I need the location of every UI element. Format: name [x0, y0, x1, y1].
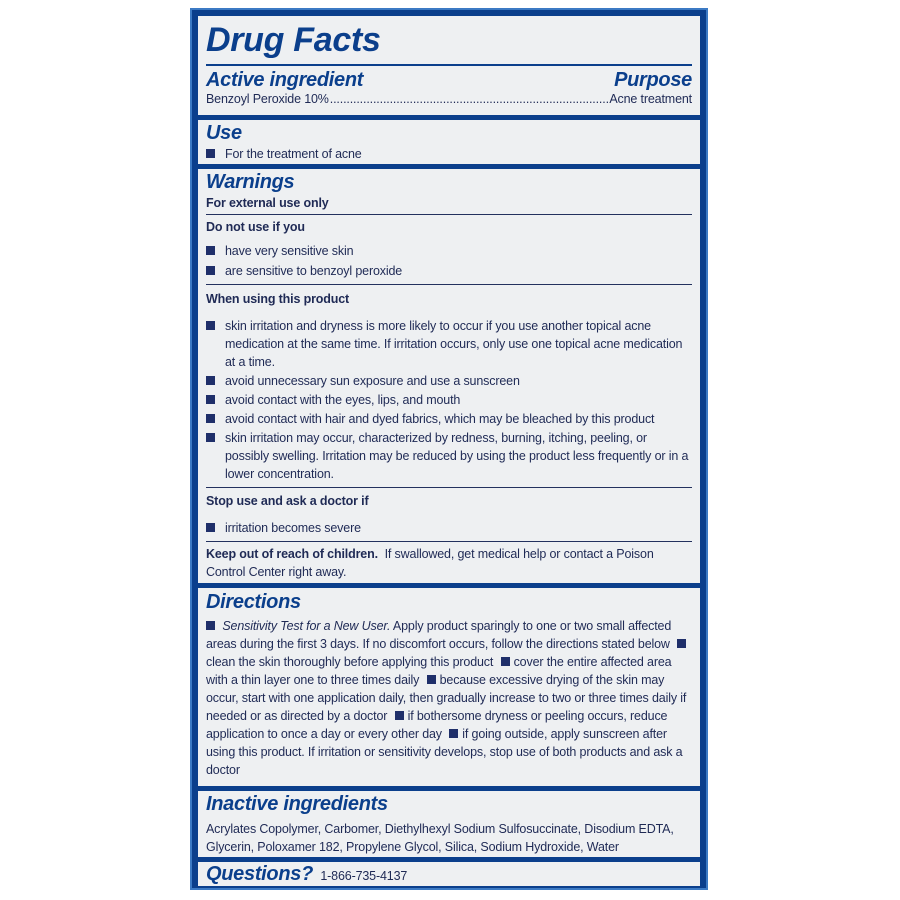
bullet-square-icon	[206, 376, 215, 385]
directions-text	[206, 617, 692, 779]
inactive-ingredients-section	[198, 791, 700, 857]
sensitivity-test-label: Sensitivity Test for a New User.	[222, 619, 391, 633]
bullet-square-icon	[206, 433, 215, 442]
when-using-item: skin irritation and dryness is more likely to occur if you use another topical acne medication at the same time. If irritation occurs, only use one topical acne medication at a time.	[206, 317, 692, 371]
active-ingredient-purpose: Acne treatment	[609, 92, 692, 106]
do-not-use-item: have very sensitive skin	[206, 242, 692, 260]
do-not-use-item: are sensitive to benzoyl peroxide	[206, 262, 692, 280]
keep-out-body: If swallowed, get medical help or contact a Poison Control Center right away.	[206, 547, 654, 579]
title-divider	[206, 64, 692, 66]
use-item-text: For the treatment of acne	[225, 147, 362, 161]
drug-facts-panel	[190, 8, 708, 890]
use-item	[206, 145, 692, 163]
bullet-square-icon	[206, 621, 215, 630]
inactive-ingredients-text: Acrylates Copolymer, Carbomer, Diethylhexyl Sodium Sulfosuccinate, Disodium EDTA, Glycerin, Poloxamer 182, Propylene Glycol, Silica, Sodium Hydroxide, Water	[206, 822, 674, 854]
direction-step: if bothersome dryness or peeling occurs, reduce application to once a day or every other day	[206, 709, 668, 741]
bullet-square-icon	[206, 266, 215, 275]
bullet-square-icon	[677, 639, 686, 648]
direction-step: if going outside, apply sunscreen after using this product. If irritation or sensitivity develops, stop use of both products and ask a doctor	[206, 727, 683, 777]
when-using-heading: When using this product	[206, 292, 350, 306]
warnings-heading: Warnings	[206, 171, 295, 193]
bullet-square-icon	[206, 246, 215, 255]
sensitivity-test-text: Apply product sparingly to one or two small affected areas during the first 3 days. If no discomfort occurs, follow the directions stated below	[206, 619, 672, 651]
active-ingredient-row	[206, 90, 692, 108]
leader-dots	[330, 90, 609, 108]
bullet-square-icon	[206, 523, 215, 532]
bullet-square-icon	[206, 414, 215, 423]
bullet-square-icon	[395, 711, 404, 720]
bullet-square-icon	[206, 149, 215, 158]
direction-step: clean the skin thoroughly before applying this product	[206, 655, 494, 669]
when-using-item: avoid contact with hair and dyed fabrics, which may be bleached by this product	[206, 410, 692, 428]
warnings-divider	[206, 541, 692, 542]
direction-step: cover the entire affected area with a thin layer one to three times daily	[206, 655, 672, 687]
directions-heading: Directions	[206, 591, 301, 613]
drug-facts-title: Drug Facts	[206, 21, 381, 59]
keep-out-text	[206, 545, 692, 581]
bullet-square-icon	[206, 321, 215, 330]
questions-phone[interactable]: 1-866-735-4137	[320, 869, 408, 883]
purpose-heading: Purpose	[614, 69, 692, 91]
when-using-item: avoid contact with the eyes, lips, and mouth	[206, 391, 692, 409]
use-section	[198, 120, 700, 164]
active-heading-row	[206, 68, 692, 92]
stop-use-heading: Stop use and ask a doctor if	[206, 494, 369, 508]
warnings-divider	[206, 284, 692, 285]
warnings-divider	[206, 487, 692, 488]
when-using-item: avoid unnecessary sun exposure and use a sunscreen	[206, 372, 692, 390]
do-not-use-heading: Do not use if you	[206, 220, 305, 234]
warnings-divider	[206, 214, 692, 215]
directions-section	[198, 588, 700, 786]
active-ingredient-section	[198, 16, 700, 115]
inactive-ingredients-heading: Inactive ingredients	[206, 793, 388, 815]
questions-section	[198, 862, 700, 886]
use-heading: Use	[206, 122, 242, 144]
direction-step: because excessive drying of the skin may occur, start with one application daily, then gradually increase to two or three times daily if needed or as directed by a doctor	[206, 673, 687, 723]
bullet-square-icon	[501, 657, 510, 666]
warnings-section	[198, 169, 700, 583]
bullet-square-icon	[206, 395, 215, 404]
active-ingredient-name: Benzoyl Peroxide 10%	[206, 92, 329, 106]
questions-heading: Questions?	[206, 863, 314, 885]
stop-use-item: irritation becomes severe	[206, 519, 692, 537]
when-using-item: skin irritation may occur, characterized by redness, burning, itching, peeling, or possibly swelling. Irritation may be reduced by using the product less frequently or in a lower concentration.	[206, 429, 692, 483]
active-ingredient-heading: Active ingredient	[206, 69, 364, 91]
bullet-square-icon	[449, 729, 458, 738]
external-use-text: For external use only	[206, 196, 329, 210]
bullet-square-icon	[427, 675, 436, 684]
keep-out-heading: Keep out of reach of children.	[206, 547, 378, 561]
